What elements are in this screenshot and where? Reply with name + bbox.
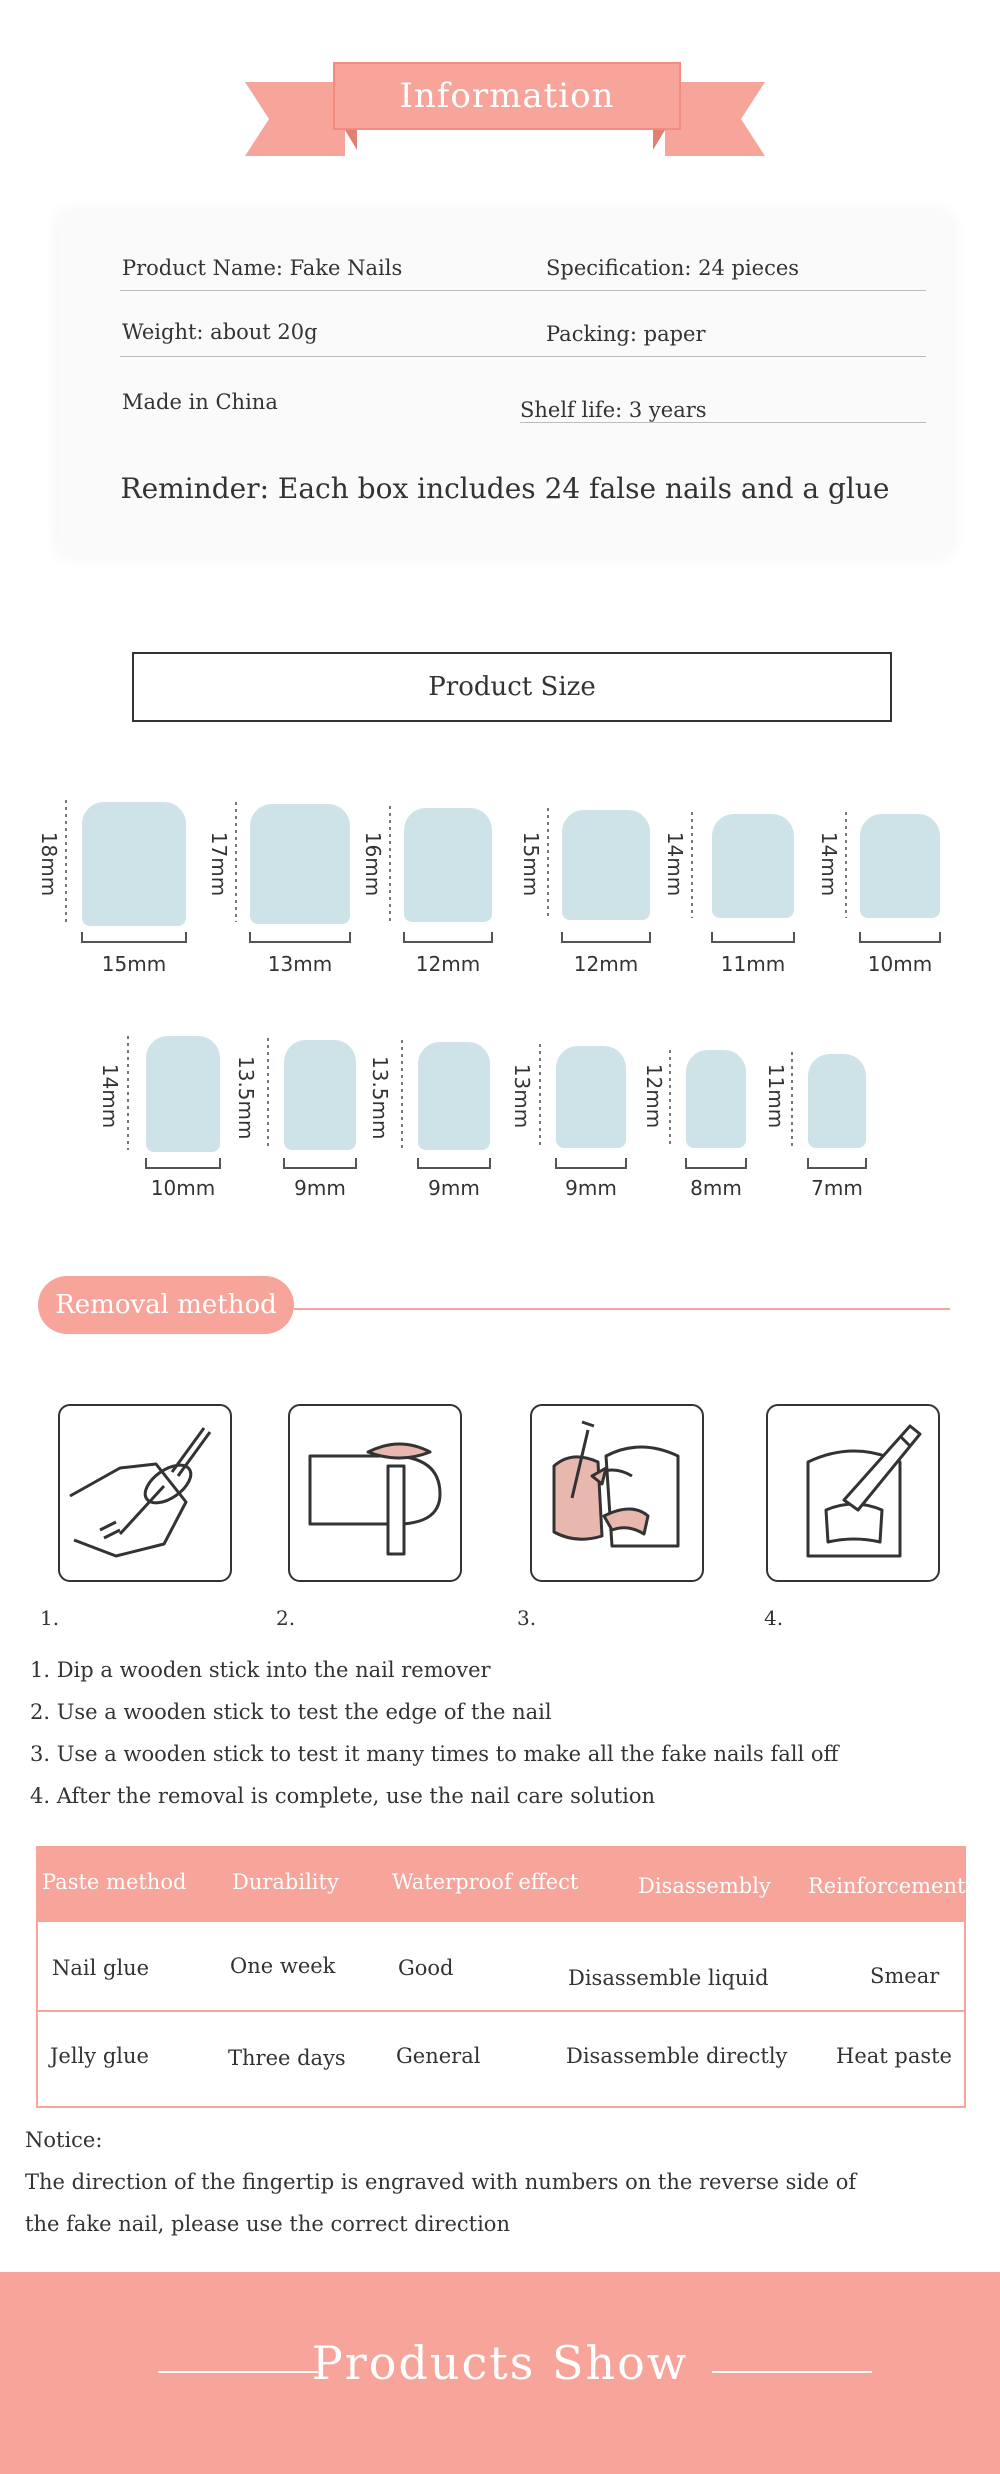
nail-length-label: 11mm	[764, 1063, 788, 1129]
nail-shape	[712, 814, 794, 918]
table-header-row	[38, 1848, 964, 1922]
table-cell: Nail glue	[52, 1956, 150, 1980]
weight: Weight: about 20g	[122, 320, 318, 344]
nail-length-label: 14mm	[663, 831, 687, 897]
nail-width-label: 9mm	[428, 1176, 480, 1200]
nail-width-label: 7mm	[811, 1176, 863, 1200]
nail-width-label: 13mm	[267, 952, 333, 976]
section-title-products-show: Products Show	[311, 2336, 689, 2390]
section-title-product-size: Product Size	[132, 652, 892, 722]
divider	[520, 422, 926, 423]
divider	[120, 356, 926, 357]
info-card	[58, 212, 952, 556]
nail-shape	[284, 1040, 356, 1150]
nail-shape	[562, 810, 650, 920]
nail-length-label: 13mm	[510, 1063, 534, 1129]
nail-length-label: 14mm	[817, 831, 841, 897]
specification: Specification: 24 pieces	[546, 256, 800, 280]
step-text: 2. Use a wooden stick to test the edge of the nail	[30, 1700, 552, 1724]
packing: Packing: paper	[546, 322, 706, 346]
nail-size-chart	[0, 780, 1000, 1240]
product-name: Product Name: Fake Nails	[122, 256, 403, 280]
step-text: 1. Dip a wooden stick into the nail remover	[30, 1658, 491, 1682]
divider	[120, 290, 926, 291]
nail-shape	[146, 1036, 220, 1152]
nail-length-label: 16mm	[361, 831, 385, 897]
notice-label: Notice:	[25, 2128, 103, 2152]
section-title-removal-method: Removal method	[38, 1276, 294, 1334]
glue-comparison-table	[36, 1846, 966, 2108]
shelf-life: Shelf life: 3 years	[520, 398, 707, 422]
nail-length-label: 13.5mm	[368, 1056, 392, 1140]
table-cell: Disassemble liquid	[568, 1966, 769, 1990]
nail-width-label: 8mm	[690, 1176, 742, 1200]
table-cell: One week	[230, 1954, 336, 1978]
nail-shape	[686, 1050, 746, 1148]
nail-length-label: 17mm	[207, 831, 231, 897]
nail-shape	[418, 1042, 490, 1150]
nail-width-label: 15mm	[101, 952, 167, 976]
table-cell: Smear	[870, 1964, 940, 1988]
nail-shape	[250, 804, 350, 924]
step-number: 4.	[764, 1606, 784, 1630]
step-4-illustration	[766, 1404, 940, 1582]
table-cell: Disassemble directly	[566, 2044, 788, 2068]
edge-test-icon	[290, 1406, 460, 1580]
nail-width-label: 12mm	[415, 952, 481, 976]
nail-shape	[860, 814, 940, 918]
step-number: 2.	[276, 1606, 296, 1630]
table-cell: Jelly glue	[50, 2044, 149, 2068]
nail-width-label: 10mm	[867, 952, 933, 976]
nail-length-label: 14mm	[98, 1063, 122, 1129]
step-text: 3. Use a wooden stick to test it many times to make all the fake nails fall off	[30, 1742, 839, 1766]
step-1-illustration	[58, 1404, 232, 1582]
made-in: Made in China	[122, 390, 278, 414]
notice-line: the fake nail, please use the correct direction	[25, 2212, 510, 2236]
nail-shape	[556, 1046, 626, 1148]
nail-width-label: 11mm	[720, 952, 786, 976]
nail-width-label: 9mm	[294, 1176, 346, 1200]
dip-stick-icon	[60, 1406, 230, 1580]
step-3-illustration	[530, 1404, 704, 1582]
nail-shape	[404, 808, 492, 922]
reminder: Reminder: Each box includes 24 false nails and a glue	[120, 472, 890, 505]
table-row-divider	[38, 2010, 964, 2012]
step-2-illustration	[288, 1404, 462, 1582]
nail-shape	[82, 802, 186, 926]
nail-length-label: 13.5mm	[234, 1056, 258, 1140]
information-ribbon	[245, 60, 765, 160]
nail-shape	[808, 1054, 866, 1148]
table-header: Paste method	[42, 1870, 187, 1894]
section-title-information: Information	[333, 62, 681, 130]
nail-width-label: 10mm	[150, 1176, 216, 1200]
step-text: 4. After the removal is complete, use the nail care solution	[30, 1784, 656, 1808]
step-number: 3.	[517, 1606, 537, 1630]
nail-width-label: 9mm	[565, 1176, 617, 1200]
table-cell: Heat paste	[836, 2044, 952, 2068]
table-header: Reinforcement	[808, 1874, 966, 1898]
removal-divider	[294, 1308, 950, 1310]
table-header: Durability	[232, 1870, 339, 1894]
nail-width-label: 12mm	[573, 952, 639, 976]
nail-length-label: 15mm	[519, 831, 543, 897]
nail-care-icon	[768, 1406, 938, 1580]
table-header: Waterproof effect	[392, 1870, 579, 1894]
nail-length-label: 12mm	[642, 1063, 666, 1129]
notice-line: The direction of the fingertip is engraved with numbers on the reverse side of	[25, 2170, 857, 2194]
table-header: Disassembly	[638, 1874, 771, 1898]
table-cell: General	[396, 2044, 481, 2068]
table-cell: Good	[398, 1956, 454, 1980]
nail-fall-off-icon	[532, 1406, 702, 1580]
table-cell: Three days	[228, 2046, 346, 2070]
step-number: 1.	[40, 1606, 60, 1630]
nail-length-label: 18mm	[37, 831, 61, 897]
